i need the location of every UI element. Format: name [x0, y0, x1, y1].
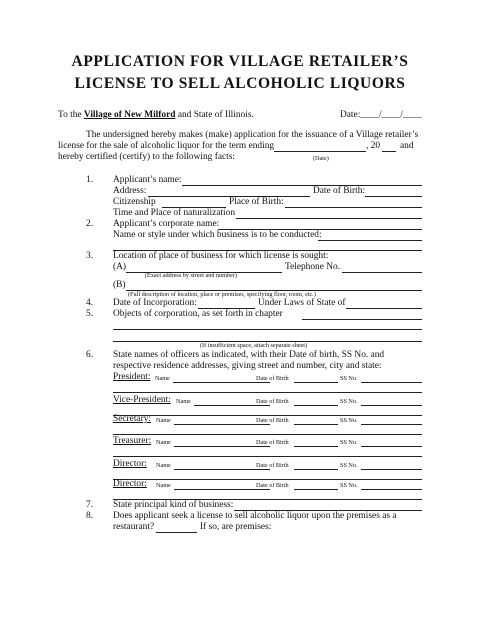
officer-dob-label: Date of Birth	[256, 398, 289, 405]
officer-dob-label: Date of Birth	[256, 462, 289, 469]
intro-line1: The undersigned hereby makes (make) application for the issuance of a Village retailer’s	[86, 130, 419, 140]
officer-dob-line[interactable]	[294, 489, 338, 490]
officer-address-line[interactable]	[113, 415, 422, 416]
officer-ss-line[interactable]	[361, 405, 422, 406]
officer-address-line[interactable]	[113, 456, 422, 457]
officer-dob-line[interactable]	[294, 424, 338, 425]
officer-ss-line[interactable]	[361, 469, 422, 470]
objects-line-2[interactable]	[113, 329, 422, 330]
term-end-date-line[interactable]	[274, 151, 366, 152]
intro-line3: hereby certified (certify) to the following facts:	[58, 152, 236, 162]
officer-ss-label: SS No.	[340, 417, 358, 424]
officer-name-label: Name	[156, 417, 171, 424]
officer-ss-label: SS No.	[340, 439, 358, 446]
restaurant-line[interactable]	[156, 532, 197, 533]
application-form: APPLICATION FOR VILLAGE RETAILER’S LICENSE TO SELL ALCOHOLIC LIQUORS To the Village of New Milford and State of Illinois. Date:____/____/____ The undersigned hereby makes (make) application for the issuance of a Village retailer’s license for the sale of alcoholic liquor for the term ending , 20 and hereby certified (certify) to the following facts: (Date) 1. Applicant’s name: Address: Date of Birth: Citizenship Place of Birth: Time and Place of naturalization 2. Applicant’s corporate name: Name or style under which business is to be conducted: 3. Location of place of business for which license is sought: (A) Telephone No. (Exact address by street and number) (B) (Full description of location, place or premises, specifying floor, room, etc.) 4. Date of Incorporation: Under Laws of State of 5. Objects of corporation, as set forth in chapter (If insufficient space, attach separate sheet) 6. State names of officers as indicated, with their Date of birth, SS No. and respective residence addresses, giving street and number, city and state: President: Name Date of Birth SS No. Vice-President: Name Date of Birth SS No. Secretary: Name Date of Birth SS No. Treasurer: Name Date of Birth SS No. Director: Name Date of Birth SS No. Director: Name Date of Birth SS No. 7. State principal kind of business: 8. Does applicant seek a license to sell alcoholic liquor upon the premises as a restaurant? If so, are premises:	[0, 0, 480, 622]
officer-address-line[interactable]	[113, 392, 422, 393]
officer-name-label: Name	[155, 375, 170, 382]
officer-name-line[interactable]	[173, 382, 270, 383]
village-name: Village of New Milford	[83, 110, 176, 120]
dob-line[interactable]	[365, 196, 422, 197]
officer-title: Vice-President:	[113, 395, 171, 405]
telephone-line[interactable]	[342, 272, 422, 273]
officer-title: Treasurer:	[113, 436, 152, 446]
objects-line[interactable]	[302, 319, 422, 320]
state-laws-line[interactable]	[346, 308, 422, 309]
officer-name-line[interactable]	[194, 405, 270, 406]
officer-dob-label: Date of Birth	[256, 439, 289, 446]
officer-dob-line[interactable]	[294, 446, 338, 447]
officer-dob-label: Date of Birth	[256, 375, 289, 382]
officer-ss-line[interactable]	[361, 489, 422, 490]
officer-ss-label: SS No.	[340, 482, 358, 489]
officer-ss-label: SS No.	[340, 375, 358, 382]
officer-ss-line[interactable]	[361, 446, 422, 447]
officer-name-label: Name	[156, 439, 171, 446]
form-title-line2: LICENSE TO SELL ALCOHOLIC LIQUORS	[74, 75, 406, 92]
officer-ss-label: SS No.	[340, 398, 358, 405]
officer-name-label: Name	[156, 482, 171, 489]
officer-name-line[interactable]	[174, 446, 270, 447]
addressee-line: To the Village of New Milford and State of Illinois.	[58, 110, 254, 120]
officer-ss-line[interactable]	[361, 424, 422, 425]
officer-dob-label: Date of Birth	[256, 482, 289, 489]
officer-title: President:	[113, 372, 151, 382]
term-year-line[interactable]	[382, 151, 396, 152]
officer-title: Secretary:	[113, 414, 151, 424]
pob-line[interactable]	[285, 207, 422, 208]
applicant-name-line[interactable]	[182, 185, 422, 186]
applicant-name-label: Applicant’s name:	[113, 175, 182, 185]
officer-title: Director:	[113, 479, 147, 489]
intro-line2: license for the sale of alcoholic liquor for the term ending	[58, 141, 275, 151]
officer-dob-label: Date of Birth	[256, 417, 289, 424]
officer-ss-label: SS No.	[340, 462, 358, 469]
officer-ss-line[interactable]	[361, 382, 422, 383]
form-title-line1: APPLICATION FOR VILLAGE RETAILER’S	[71, 53, 409, 70]
business-name-line[interactable]	[318, 240, 422, 241]
officer-dob-line[interactable]	[294, 469, 338, 470]
officer-address-line[interactable]	[113, 434, 422, 435]
officer-name-line[interactable]	[174, 424, 270, 425]
date-field[interactable]: Date:____/____/____	[340, 110, 422, 120]
officer-name-line[interactable]	[174, 489, 270, 490]
officer-address-line[interactable]	[113, 479, 422, 480]
officer-dob-line[interactable]	[294, 405, 338, 406]
officer-name-label: Name	[156, 462, 171, 469]
officer-name-line[interactable]	[174, 469, 270, 470]
officer-name-label: Name	[176, 398, 191, 405]
officer-dob-line[interactable]	[294, 382, 338, 383]
officer-title: Director:	[113, 459, 147, 469]
date-note: (Date)	[313, 155, 329, 162]
naturalization-line[interactable]	[236, 218, 422, 219]
